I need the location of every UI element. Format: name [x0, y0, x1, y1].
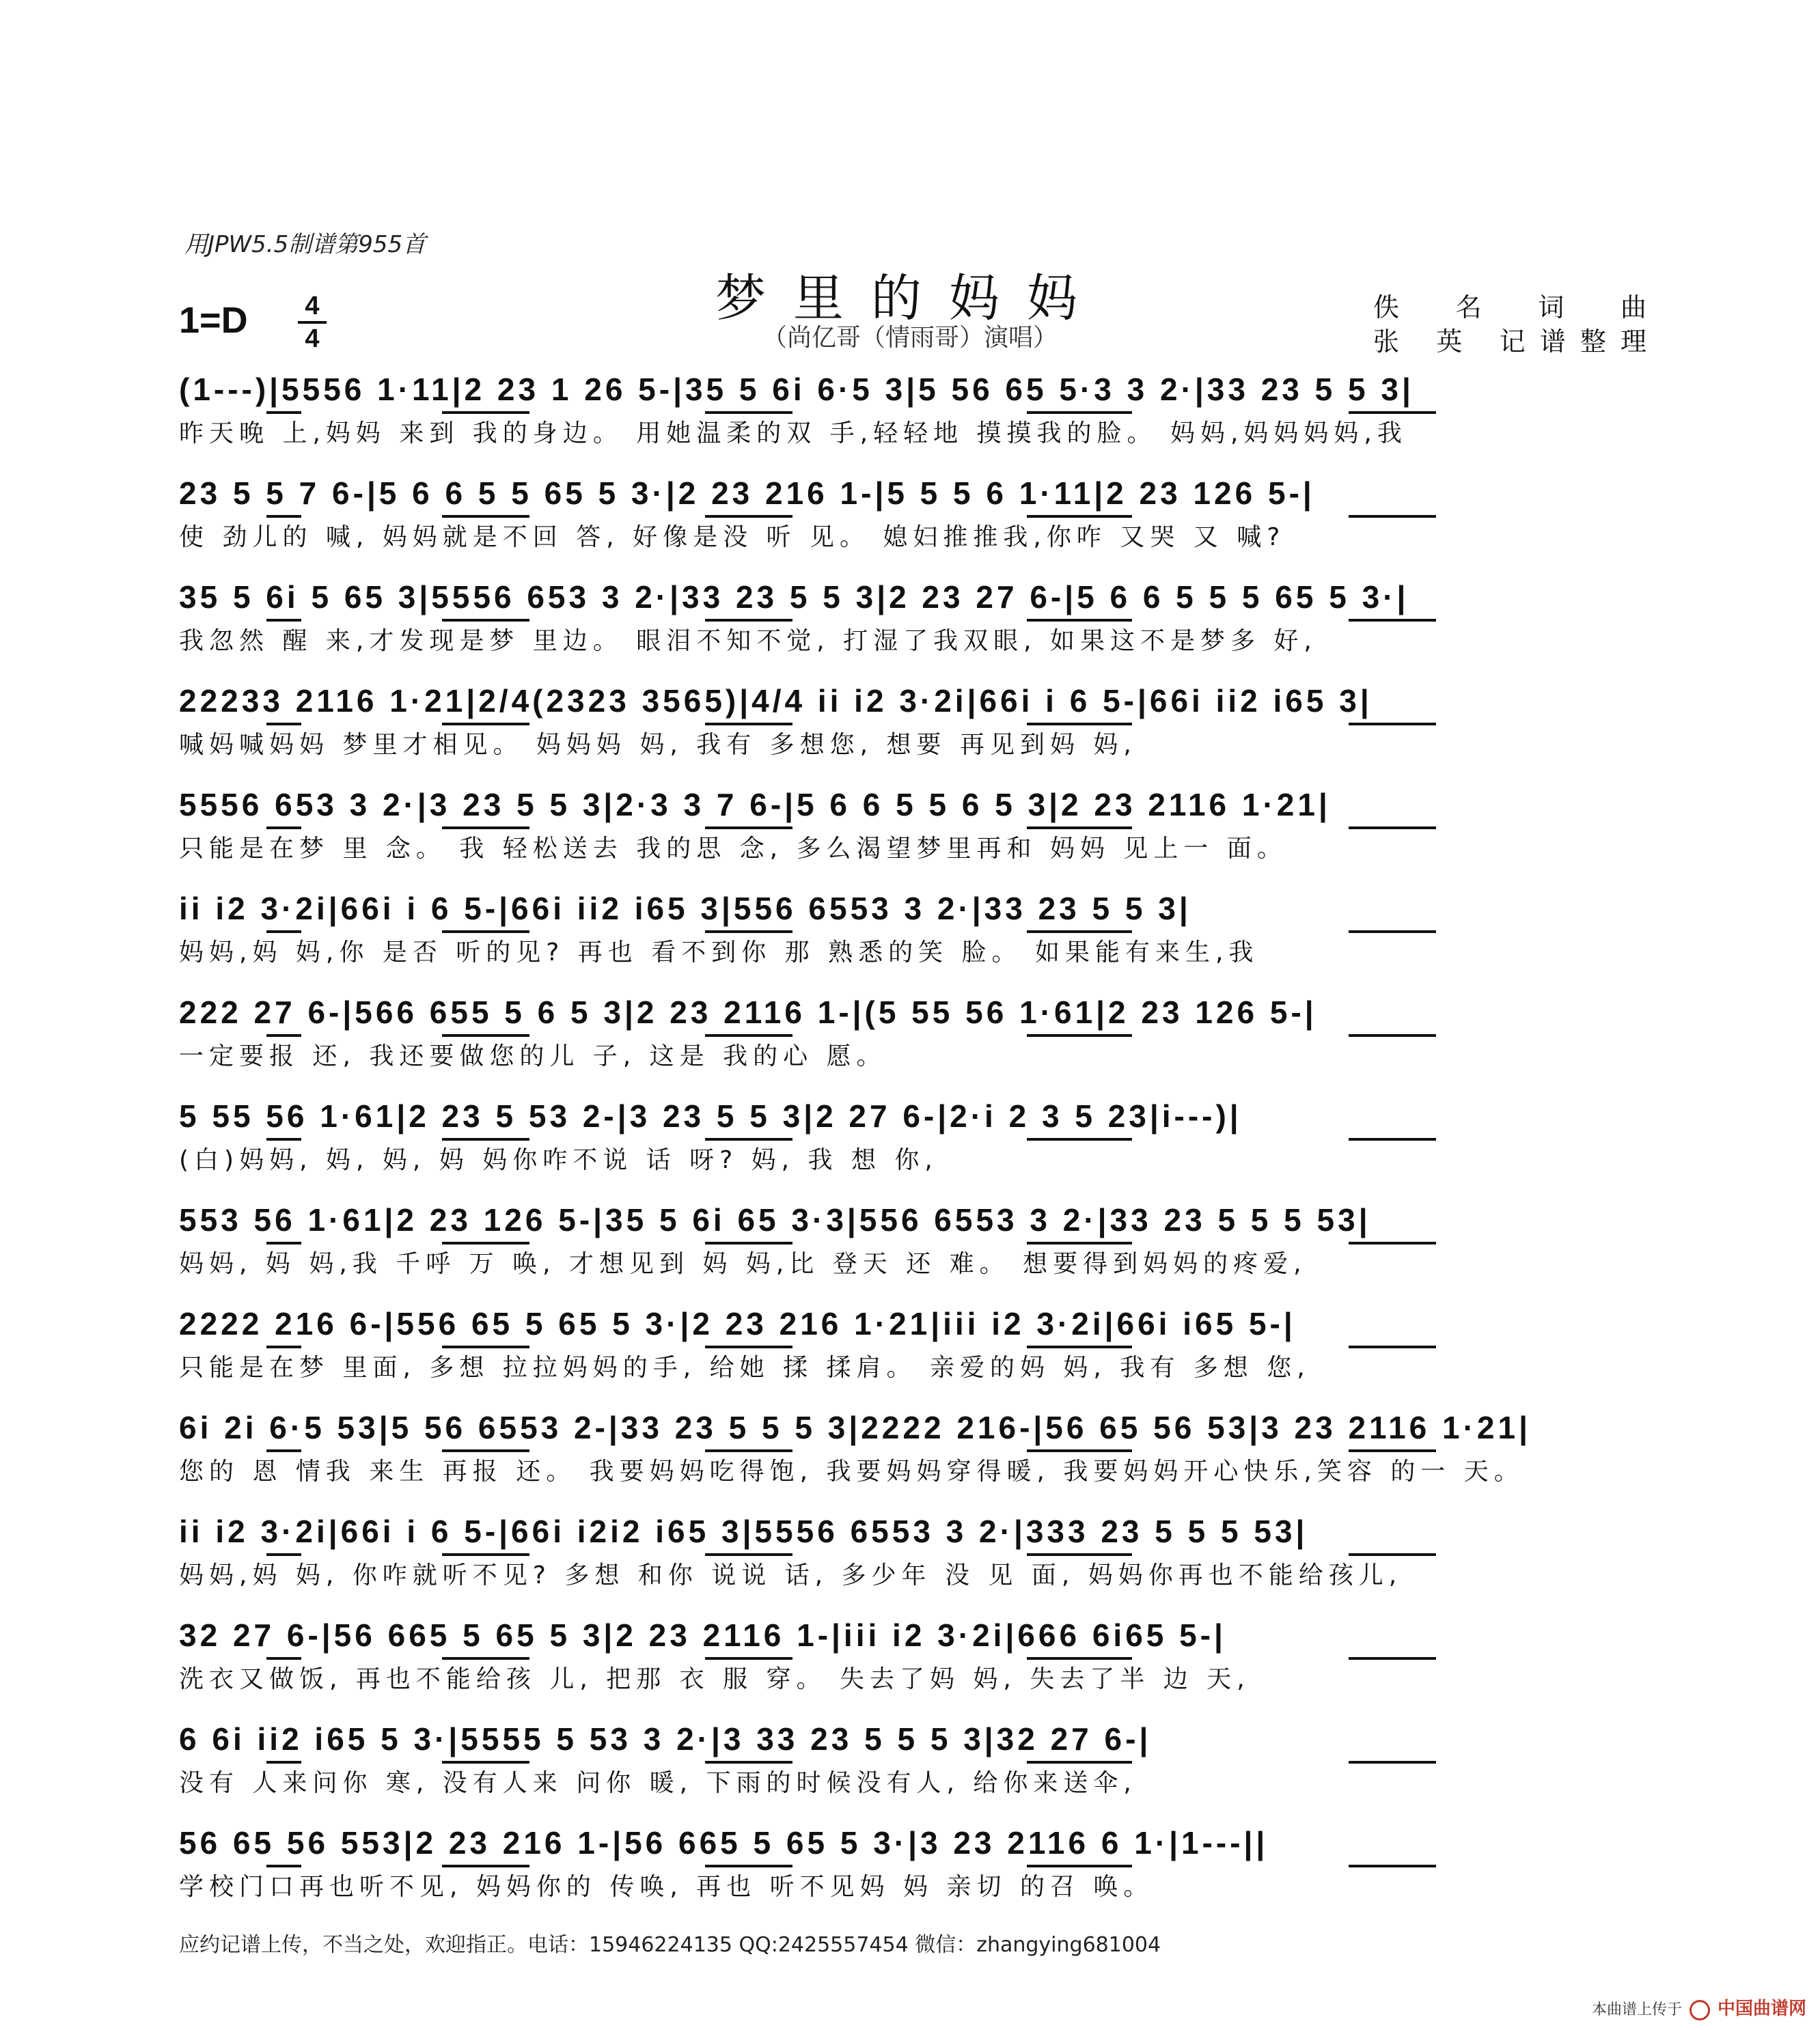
beam-underline: [1027, 1138, 1132, 1141]
beam-row: [179, 1344, 1641, 1351]
beam-underline: [705, 826, 792, 829]
beam-underline: [1349, 1034, 1436, 1037]
song-title: 梦里的妈妈: [715, 269, 1105, 328]
score-system: [179, 1407, 1641, 1489]
beam-underline: [266, 515, 301, 518]
footer-note: 应约记谱上传，不当之处，欢迎指正。电话：15946224135 QQ:2425557454 微信：zhangying681004: [179, 1933, 1161, 1957]
beam-underline: [1349, 1449, 1436, 1452]
beam-row: [179, 410, 1641, 417]
score-system: [179, 1096, 1641, 1178]
beam-underline: [705, 1346, 792, 1348]
beam-underline: [442, 723, 529, 725]
beam-underline: [442, 411, 529, 414]
time-signature-divider: [298, 321, 327, 324]
beam-underline: [1027, 826, 1132, 829]
notation-line: 23 5 5 7 6-|5 6 6 5 5 65 5 3·|2 23 216 1-|5 5 5 6 1·11|2 23 126 5-|: [179, 475, 1315, 511]
beam-underline: [1349, 1761, 1436, 1764]
notation-line: 553 56 1·61|2 23 126 5-|35 5 6i 65 3·3|556 6553 3 2·|33 23 5 5 5 53|: [179, 1202, 1371, 1238]
performer-subtitle: （尚亿哥（情雨哥）演唱）: [762, 324, 1058, 352]
lyrics-line: 使 劲儿的 喊, 妈妈就是不回 答, 好像是没 听 见。 媳妇推推我,你咋 又哭 又 喊?: [179, 523, 1286, 551]
lyrics-line: 只能是在梦 里面, 多想 拉拉妈妈的手, 给她 揉 揉肩。 亲爱的妈 妈, 我有 多想 您,: [179, 1354, 1310, 1382]
beam-row: [179, 1240, 1641, 1247]
brand-name: 中国曲谱网: [1718, 1999, 1807, 2019]
beam-underline: [705, 1657, 792, 1660]
beam-underline: [442, 1449, 529, 1452]
beam-underline: [705, 411, 792, 414]
brand-prefix: 本曲谱上传于: [1592, 2001, 1683, 2018]
score-system: [179, 473, 1641, 555]
lyrics-line: 昨天晚 上,妈妈 来到 我的身边。 用她温柔的双 手,轻轻地 摸摸我的脸。 妈妈,妈妈妈妈,我: [179, 419, 1407, 447]
beam-row: [179, 721, 1641, 728]
beam-underline: [266, 1242, 301, 1245]
beam-underline: [1027, 1865, 1132, 1867]
lyrics-line: 妈妈, 妈 妈,我 千呼 万 唤, 才想见到 妈 妈,比 登天 还 难。 想要得到妈妈的疼爱,: [179, 1250, 1307, 1278]
lyrics-line: 我忽然 醒 来,才发现是梦 里边。 眼泪不知不觉, 打湿了我双眼, 如果这不是梦多 好,: [179, 627, 1317, 655]
beam-underline: [1027, 1242, 1132, 1245]
score-system: [179, 576, 1641, 658]
beam-underline: [1349, 826, 1436, 829]
score-system: [179, 1303, 1641, 1385]
beam-underline: [442, 1034, 529, 1037]
beam-underline: [1027, 1449, 1132, 1452]
beam-row: [179, 1552, 1641, 1559]
beam-row: [179, 1760, 1641, 1766]
beam-underline: [266, 1553, 301, 1556]
beam-row: [179, 514, 1641, 520]
credit-transcriber: 张 英 记谱整理: [1373, 326, 1646, 357]
beam-row: [179, 825, 1641, 832]
beam-underline: [266, 1034, 301, 1037]
beam-underline: [1027, 1034, 1132, 1037]
beam-underline: [705, 1865, 792, 1867]
beam-underline: [442, 1138, 529, 1141]
beam-underline: [442, 1346, 529, 1348]
beam-underline: [705, 515, 792, 518]
credits-block: [1373, 290, 1646, 359]
beam-underline: [266, 1346, 301, 1348]
beam-underline: [1349, 619, 1436, 622]
beam-underline: [1027, 1657, 1132, 1660]
lyrics-line: 您的 恩 情我 来生 再报 还。 我要妈妈吃得饱, 我要妈妈穿得暖, 我要妈妈开心快乐,笑容 的一 天。: [179, 1458, 1524, 1486]
beam-row: [179, 929, 1641, 936]
score-system: [179, 1511, 1641, 1593]
lyrics-line: 没有 人来问你 寒, 没有人来 问你 暖, 下雨的时候没有人, 给你来送伞,: [179, 1769, 1137, 1797]
beam-underline: [1349, 1138, 1436, 1141]
notation-line: 22233 2116 1·21|2/4(2323 3565)|4/4 ii i2 3·2i|66i i 6 5-|66i ii2 i65 3|: [179, 683, 1373, 719]
beam-underline: [705, 1761, 792, 1764]
beam-row: [179, 1448, 1641, 1455]
notation-line: 56 65 56 553|2 23 216 1-|56 665 5 65 5 3·|3 23 2116 6 1·|1---||: [179, 1825, 1269, 1861]
notation-line: 6 6i ii2 i65 5 3·|5555 5 53 3 2·|3 33 23 5 5 5 3|32 27 6-|: [179, 1721, 1152, 1757]
notation-line: 5 55 56 1·61|2 23 5 53 2-|3 23 5 5 3|2 27 6-|2·i 2 3 5 23|i---)|: [179, 1098, 1242, 1134]
site-brand: [1592, 1994, 1806, 2020]
beam-underline: [705, 723, 792, 725]
notation-line: 222 27 6-|566 655 5 6 5 3|2 23 2116 1-|(5 55 56 1·61|2 23 126 5-|: [179, 995, 1317, 1030]
score-system: [179, 1615, 1641, 1697]
beam-underline: [1349, 1242, 1436, 1245]
beam-row: [179, 1137, 1641, 1143]
lyrics-line: 一定要报 还, 我还要做您的儿 子, 这是 我的心 愿。: [179, 1042, 887, 1070]
notation-line: ii i2 3·2i|66i i 6 5-|66i i2i2 i65 3|5556 6553 3 2·|333 23 5 5 5 53|: [179, 1514, 1308, 1549]
score-system: [179, 1719, 1641, 1800]
beam-underline: [442, 930, 529, 933]
beam-underline: [442, 1657, 529, 1660]
beam-underline: [266, 826, 301, 829]
software-watermark: 用JPW5.5制谱第955首: [184, 231, 426, 258]
beam-underline: [1027, 515, 1132, 518]
beam-row: [179, 1656, 1641, 1663]
beam-underline: [705, 1138, 792, 1141]
beam-underline: [442, 619, 529, 622]
score-system: [179, 680, 1641, 762]
beam-underline: [1349, 1865, 1436, 1867]
time-signature-bottom: 4: [305, 324, 320, 353]
beam-underline: [442, 515, 529, 518]
lyrics-line: 妈妈,妈 妈, 你咋就听不见? 多想 和你 说说 话, 多少年 没 见 面, 妈妈你再也不能给孩儿,: [179, 1561, 1403, 1589]
beam-underline: [705, 930, 792, 933]
beam-underline: [705, 1034, 792, 1037]
beam-underline: [266, 1449, 301, 1452]
beam-underline: [266, 619, 301, 622]
beam-underline: [1027, 1553, 1132, 1556]
beam-underline: [266, 411, 301, 414]
beam-underline: [705, 1449, 792, 1452]
beam-underline: [266, 1657, 301, 1660]
beam-underline: [266, 930, 301, 933]
beam-underline: [266, 1761, 301, 1764]
notation-line: ii i2 3·2i|66i i 6 5-|66i ii2 i65 3|556 6553 3 2·|33 23 5 5 3|: [179, 891, 1191, 926]
beam-underline: [442, 1242, 529, 1245]
beam-underline: [266, 1865, 301, 1867]
beam-underline: [705, 1553, 792, 1556]
beam-underline: [1349, 1346, 1436, 1348]
beam-underline: [1349, 411, 1436, 414]
lyrics-line: 洗衣又做饭, 再也不能给孩 儿, 把那 衣 服 穿。 失去了妈 妈, 失去了半 边 天,: [179, 1665, 1250, 1693]
beam-underline: [442, 826, 529, 829]
beam-underline: [442, 1865, 529, 1867]
score-system: [179, 1199, 1641, 1281]
beam-underline: [1027, 723, 1132, 725]
key-signature: 1=D: [179, 300, 248, 341]
beam-underline: [1349, 1657, 1436, 1660]
beam-underline: [1027, 930, 1132, 933]
lyrics-line: (白)妈妈, 妈, 妈, 妈 妈你咋不说 话 呀? 妈, 我 想 你,: [179, 1146, 938, 1174]
score-system: [179, 992, 1641, 1074]
time-signature: [295, 292, 329, 352]
credit-composer: 佚 名 词 曲: [1373, 292, 1646, 322]
beam-underline: [1349, 1553, 1436, 1556]
beam-underline: [1027, 1346, 1132, 1348]
notation-line: (1---)|5556 1·11|2 23 1 26 5-|35 5 6i 6·5 3|5 56 65 5·3 3 2·|33 23 5 5 3|: [179, 372, 1414, 407]
lyrics-line: 学校门口再也听不见, 妈妈你的 传唤, 再也 听不见妈 妈 亲切 的召 唤。: [179, 1873, 1154, 1901]
notation-line: 32 27 6-|56 665 5 65 5 3|2 23 2116 1-|iii i2 3·2i|666 6i65 5-|: [179, 1617, 1226, 1653]
beam-row: [179, 617, 1641, 624]
lyrics-line: 妈妈,妈 妈,你 是否 听的见? 再也 看不到你 那 熟悉的笑 脸。 如果能有来生,我: [179, 938, 1259, 967]
beam-underline: [705, 1242, 792, 1245]
notation-line: 6i 2i 6·5 53|5 56 6553 2-|33 23 5 5 5 3|2222 216-|56 65 56 53|3 23 2116 1·21|: [179, 1410, 1531, 1445]
score-system: [179, 784, 1641, 866]
beam-underline: [1349, 723, 1436, 725]
beam-underline: [1027, 411, 1132, 414]
beam-underline: [1027, 1761, 1132, 1764]
beam-underline: [1349, 930, 1436, 933]
score-system: [179, 1822, 1641, 1904]
beam-underline: [266, 1138, 301, 1141]
notation-line: 2222 216 6-|556 65 5 65 5 3·|2 23 216 1·21|iii i2 3·2i|66i i65 5-|: [179, 1306, 1296, 1341]
notation-line: 35 5 6i 5 65 3|5556 653 3 2·|33 23 5 5 3|2 23 27 6-|5 6 6 5 5 5 65 5 3·|: [179, 579, 1409, 615]
score-system: [179, 888, 1641, 970]
beam-underline: [1027, 619, 1132, 622]
lyrics-line: 只能是在梦 里 念。 我 轻松送去 我的思 念, 多么渴望梦里再和 妈妈 见上一 面。: [179, 835, 1287, 863]
brand-logo-icon: [1690, 2000, 1710, 2020]
beam-underline: [705, 619, 792, 622]
score-system: [179, 369, 1641, 451]
beam-underline: [1349, 515, 1436, 518]
beam-underline: [442, 1761, 529, 1764]
beam-underline: [442, 1553, 529, 1556]
beam-underline: [266, 723, 301, 725]
notation-line: 5556 653 3 2·|3 23 5 5 3|2·3 3 7 6-|5 6 6 5 5 6 5 3|2 23 2116 1·21|: [179, 787, 1331, 822]
beam-row: [179, 1033, 1641, 1040]
time-signature-top: 4: [305, 292, 320, 320]
beam-row: [179, 1863, 1641, 1870]
lyrics-line: 喊妈喊妈妈 梦里才相见。 妈妈妈 妈, 我有 多想您, 想要 再见到妈 妈,: [179, 731, 1137, 759]
